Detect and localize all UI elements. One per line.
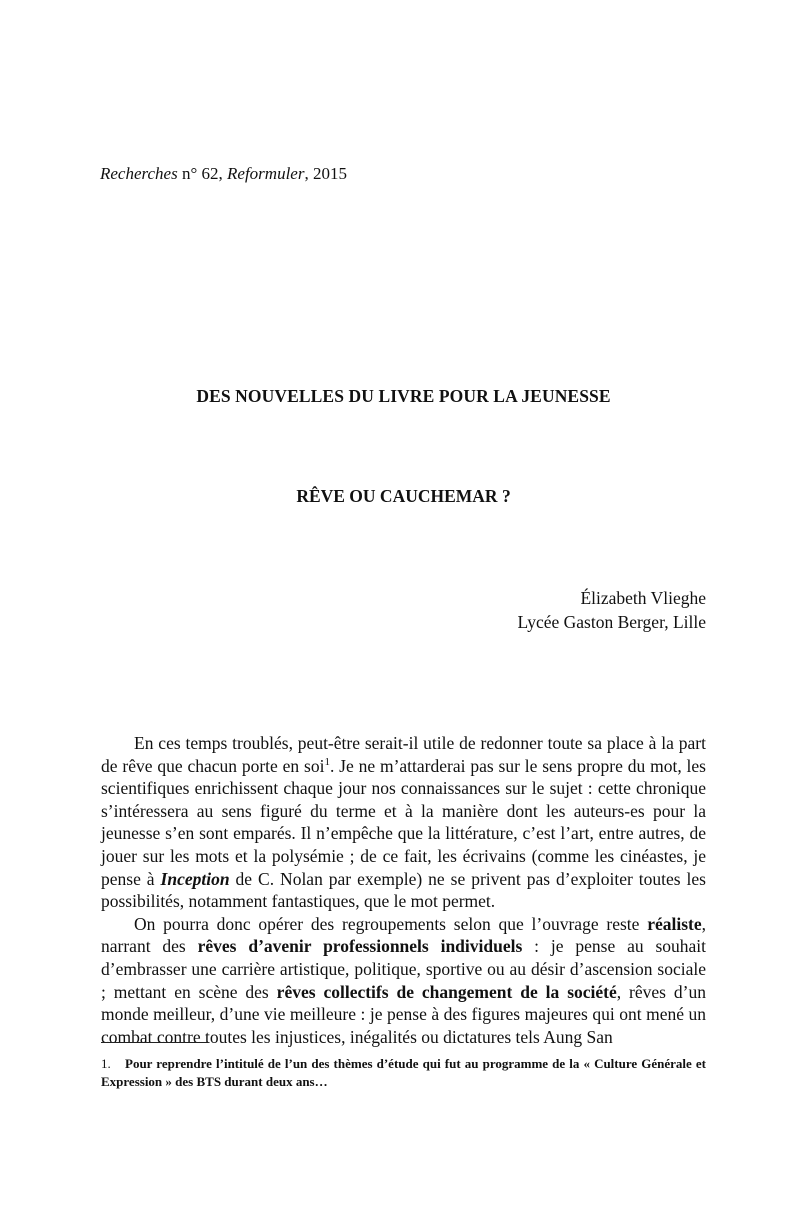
article-title: DES NOUVELLES DU LIVRE POUR LA JEUNESSE [196, 386, 611, 406]
issue-year: , 2015 [304, 164, 347, 183]
article-subtitle: RÊVE OU CAUCHEMAR ? [296, 486, 511, 506]
footnote-text: Pour reprendre l’intitulé de l’un des thèmes d’étude qui fut au programme de la « Culture Générale et Expression » des BTS durant deux ans… [101, 1056, 706, 1089]
paragraph-1-text-c: de C. Nolan par exemple) ne se privent pas d’exploiter toutes les possibilités, notamment fantastiques, que le mot permet. [101, 868, 706, 912]
paragraph-2-text-d: , rêves d’un monde meilleur, d’une vie meilleure : je pense à des figures majeures qui ont mené un combat contre toutes les injustices, inégalités ou dictatures tels Aung San [101, 981, 706, 1047]
film-title: Inception [160, 868, 230, 889]
author-affiliation: Lycée Gaston Berger, Lille [517, 612, 706, 632]
paragraph-2-text-a: On pourra donc opérer des regroupements selon que l’ouvrage reste [134, 913, 648, 934]
footnote [101, 1055, 706, 1090]
emphasis-realiste: réaliste [647, 913, 702, 934]
issue-theme: Reformuler [227, 164, 305, 183]
paragraph-2-text-b: , narrant des [101, 913, 706, 957]
journal-name: Recherches [100, 164, 178, 183]
footnote-separator [101, 1042, 207, 1043]
emphasis-reves-individuels: rêves d’avenir professionnels individuels [197, 936, 523, 957]
paragraph-1-text-b: . Je ne m’attarderai pas sur le sens propre du mot, les scientifiques enrichissent chaque jour nos connaissances sur le sujet : cette chronique s’intéressera au sens figuré du terme et à la manière dont les auteurs-es pour la jeunesse s’en sont emparés. Il n’empêche que la littérature, c’est l’art, entre autres, de jouer sur les mots et la polysémie ; de ce fait, les écrivains (comme les cinéastes, je pense à [101, 755, 706, 889]
author-block [518, 586, 707, 634]
footnote-reference: 1 [324, 755, 330, 768]
running-header [100, 164, 347, 184]
paragraph-2 [101, 913, 706, 1049]
issue-number: n° 62, [181, 164, 223, 183]
paragraph-1-text-a: En ces temps troublés, peut-être serait-il utile de redonner toute sa place à la part de rêve que chacun porte en soi [101, 733, 706, 776]
paragraph-1 [101, 732, 706, 913]
footnote-number: 1. [101, 1056, 111, 1071]
article-body [101, 732, 706, 1048]
author-name: Élizabeth Vlieghe [580, 588, 706, 608]
emphasis-reves-collectifs: rêves collectifs de changement de la société [276, 981, 617, 1002]
paragraph-2-text-c: : je pense au souhait d’embrasser une carrière artistique, politique, sportive ou au désir d’ascension sociale ; mettant en scène des [101, 936, 706, 1002]
